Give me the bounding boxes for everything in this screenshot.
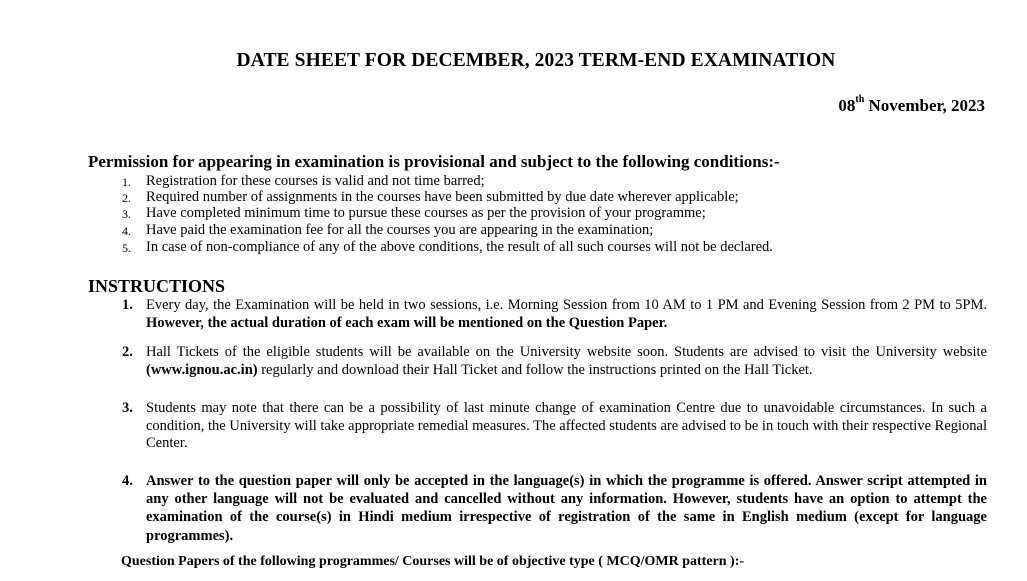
condition-number: 3. [122, 207, 131, 221]
issue-date [838, 96, 985, 116]
instruction-number: 3. [122, 400, 133, 416]
condition-number: 4. [122, 224, 131, 238]
condition-item [118, 205, 773, 222]
instruction-number: 1. [122, 297, 133, 313]
instruction-text-bold: However, the actual duration of each exam will be mentioned on the Question Paper. [146, 314, 668, 331]
condition-item [118, 173, 773, 189]
condition-text: Have paid the examination fee for all the courses you are appearing in the examination; [146, 222, 654, 238]
objective-type-note: Question Papers of the following programmes/ Courses will be of objective type ( MCQ/OMR pattern ):- [121, 554, 745, 569]
instruction-number: 2. [122, 344, 133, 360]
page-title: DATE SHEET FOR DECEMBER, 2023 TERM-END EXAMINATION [236, 50, 836, 71]
instruction-item [118, 472, 987, 545]
date-day: 08 [838, 96, 856, 115]
instruction-text [146, 344, 987, 379]
condition-text: Have completed minimum time to pursue these courses as per the provision of your programme; [146, 205, 706, 221]
instruction-item [118, 400, 987, 453]
instruction-text [146, 297, 987, 332]
condition-item [118, 239, 773, 256]
condition-text: Required number of assignments in the courses have been submitted by due date wherever applicable; [146, 189, 739, 205]
instruction-text: Answer to the question paper will only be accepted in the language(s) in which the programme is offered. Answer script attempted in any other language will not be evaluated and cancelled without any information. However, students have an option to attempt the examination of the course(s) in Hindi medium irrespective of registration of the same in English medium (except for language programmes). [146, 473, 987, 544]
instruction-text-regular: regularly and download their Hall Ticket and follow the instructions printed on the Hall Ticket. [257, 361, 813, 378]
instruction-text-regular: Hall Tickets of the eligible students will be available on the University website soon. Students are advised to visit the University website [146, 344, 987, 360]
condition-number: 5. [122, 241, 131, 255]
instruction-item [118, 297, 987, 332]
instruction-text: Students may note that there can be a possibility of last minute change of examination Centre due to unavoidable circumstances. In such a condition, the University will take appropriate remedial measures. The affected students are advised to be in touch with their respective Regional Center. [146, 400, 987, 451]
date-suffix: th [855, 94, 865, 106]
date-rest: November, 2023 [864, 96, 985, 115]
condition-item [118, 222, 773, 239]
condition-number: 1. [122, 175, 131, 189]
instruction-number: 4. [122, 473, 133, 489]
permission-heading: Permission for appearing in examination is provisional and subject to the following conditions:- [88, 152, 780, 171]
instruction-item [118, 344, 987, 379]
condition-text: Registration for these courses is valid and not time barred; [146, 173, 485, 189]
condition-text: In case of non-compliance of any of the above conditions, the result of all such courses will not be declared. [146, 239, 773, 255]
instruction-text-regular: Every day, the Examination will be held in two sessions, i.e. Morning Session from 10 AM to 1 PM and Evening Session from 2 PM to 5PM. [146, 297, 987, 313]
condition-item [118, 189, 773, 205]
university-website-link: (www.ignou.ac.in) [146, 361, 258, 378]
conditions-list [118, 173, 773, 256]
instructions-heading: INSTRUCTIONS [88, 276, 226, 296]
condition-number: 2. [122, 191, 131, 205]
